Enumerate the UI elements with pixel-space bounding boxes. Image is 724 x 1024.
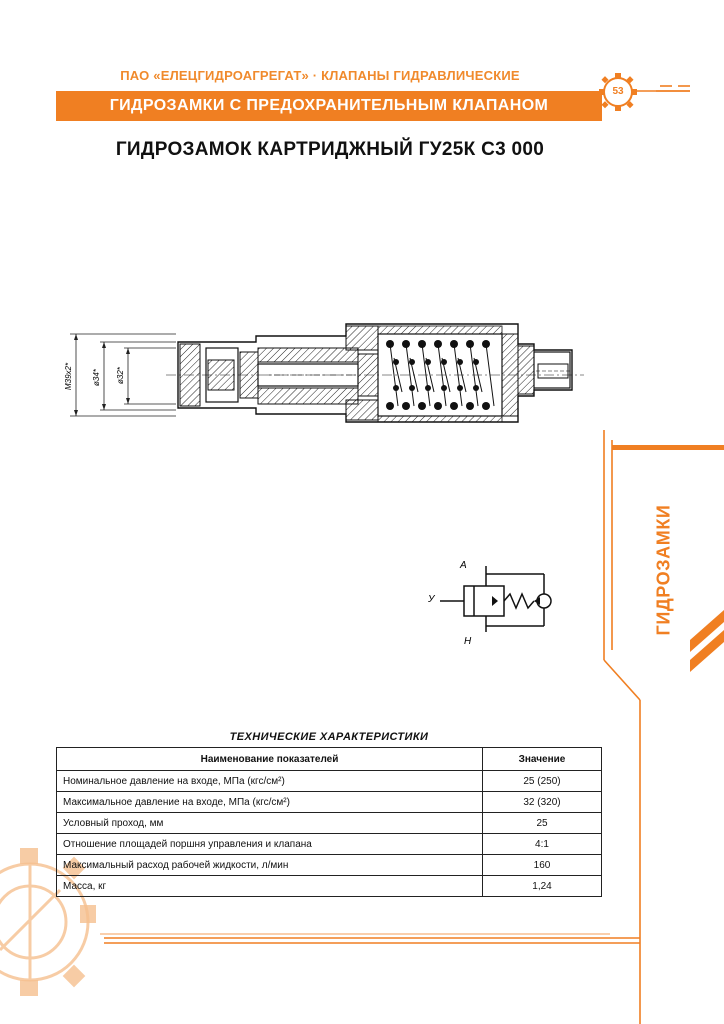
- spec-value: 160: [483, 855, 602, 876]
- valve-cross-section-drawing: [56, 318, 586, 430]
- spec-name: Условный проход, мм: [57, 813, 483, 834]
- side-section-label: [614, 490, 714, 650]
- specs-table: [56, 747, 602, 897]
- spec-name: Масса, кг: [57, 876, 483, 897]
- spec-value: 4:1: [483, 834, 602, 855]
- port-h-label: Н: [464, 636, 472, 647]
- company-line: ПАО «ЕЛЕЦГИДРОАГРЕГАТ» · КЛАПАНЫ ГИДРАВЛИЧЕСКИЕ: [120, 68, 520, 83]
- dim-thread-label: М39х2*: [64, 362, 73, 390]
- spec-value: 25: [483, 813, 602, 834]
- table-row: [57, 813, 602, 834]
- table-row: [57, 792, 602, 813]
- spec-name: Максимальное давление на входе, МПа (кгс/см²): [57, 792, 483, 813]
- specs-header-row: [57, 748, 602, 771]
- specs-header-name: Наименование показателей: [57, 748, 483, 771]
- port-y-label: У: [428, 594, 435, 605]
- page-title: ГИДРОЗАМОК КАРТРИДЖНЫЙ ГУ25К С3 000: [115, 139, 545, 160]
- hydraulic-schematic-symbol: [420, 556, 560, 650]
- specs-caption: ТЕХНИЧЕСКИЕ ХАРАКТЕРИСТИКИ: [229, 731, 429, 743]
- spec-value: 32 (320): [483, 792, 602, 813]
- spec-value: 1,24: [483, 876, 602, 897]
- side-label-text: ГИДРОЗАМКИ: [653, 504, 674, 636]
- specs-header-value: Значение: [483, 748, 602, 771]
- spec-name: Номинальное давление на входе, МПа (кгс/см²): [57, 771, 483, 792]
- spec-name: Отношение площадей поршня управления и клапана: [57, 834, 483, 855]
- dim-34-label: ø34*: [92, 369, 101, 386]
- table-row: [57, 834, 602, 855]
- page-number: 53: [612, 86, 624, 97]
- spec-value: 25 (250): [483, 771, 602, 792]
- spec-name: Максимальный расход рабочей жидкости, л/мин: [57, 855, 483, 876]
- section-title: ГИДРОЗАМКИ С ПРЕДОХРАНИТЕЛЬНЫМ КЛАПАНОМ: [109, 97, 549, 114]
- table-row: [57, 876, 602, 897]
- table-row: [57, 771, 602, 792]
- port-a-label: А: [460, 560, 467, 571]
- table-row: [57, 855, 602, 876]
- dim-32-label: ø32*: [116, 367, 125, 384]
